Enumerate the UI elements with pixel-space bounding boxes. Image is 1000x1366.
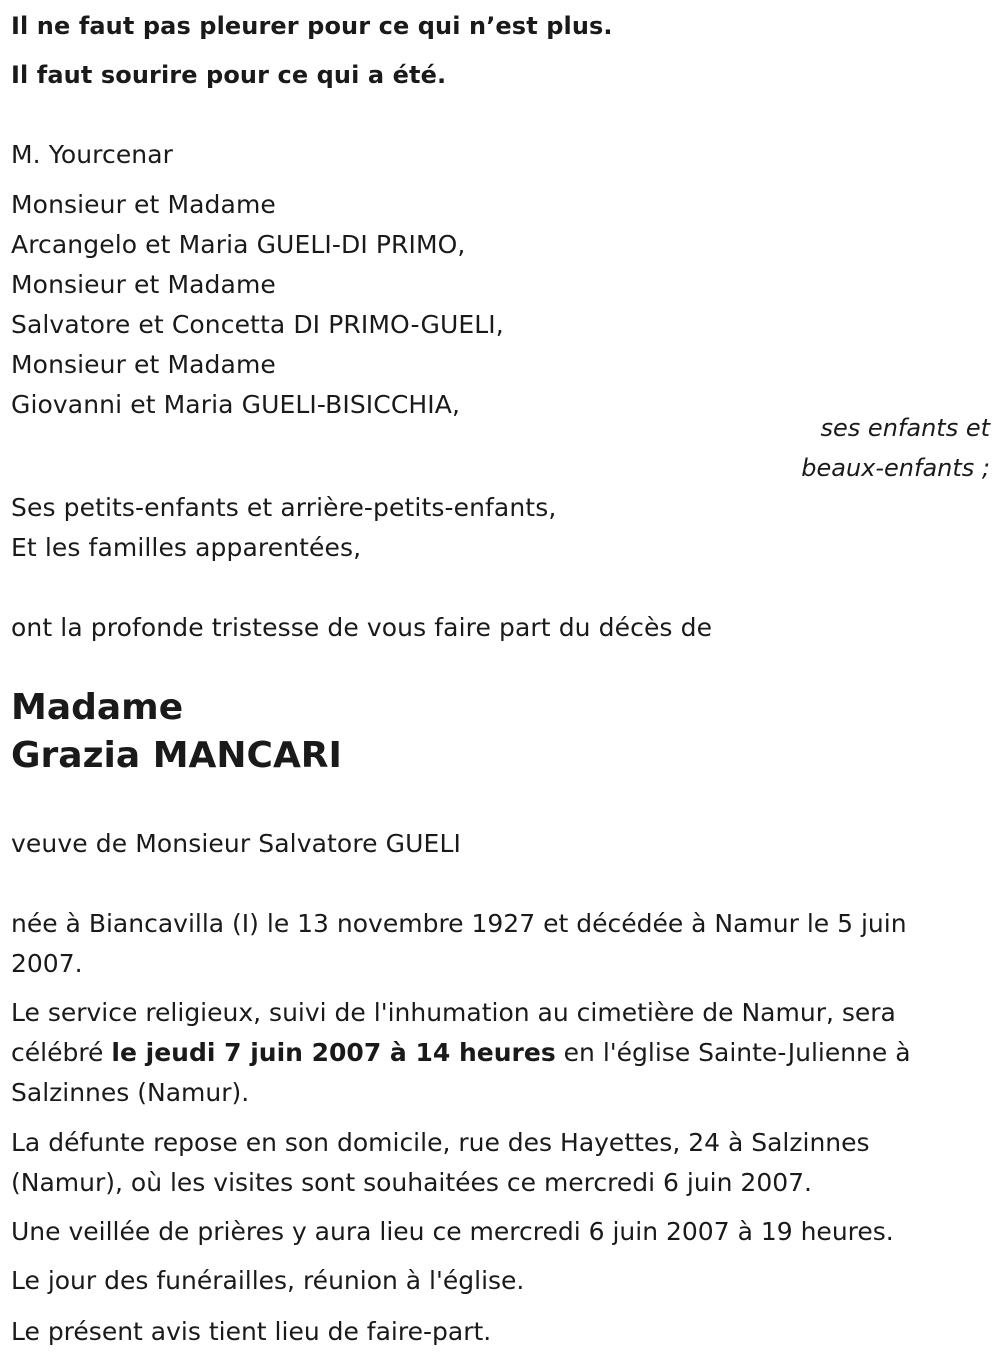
vigil-paragraph: Une veillée de prières y aura lieu ce mercredi 6 juin 2007 à 19 heures.	[11, 1217, 894, 1246]
service-text-2: en l'église Sainte-Julienne à Salzinnes (Namur).	[11, 1038, 911, 1107]
relatives-line: Et les familles apparentées,	[11, 533, 362, 562]
service-paragraph	[11, 993, 971, 1113]
birth-death-paragraph: née à Biancavilla (I) le 13 novembre 1927 et décédée à Namur le 5 juin 2007.	[11, 909, 907, 978]
announcement-line: ont la profonde tristesse de vous faire part du décès de	[11, 613, 713, 642]
relation-line-1: ses enfants et	[820, 414, 990, 442]
quote-line-2: Il faut sourire pour ce qui a été.	[11, 61, 447, 89]
quote-line-1: Il ne faut pas pleurer pour ce qui n’est plus.	[11, 12, 613, 40]
family-line-5: Monsieur et Madame	[11, 350, 276, 379]
meeting-paragraph: Le jour des funérailles, réunion à l'église.	[11, 1266, 525, 1295]
deceased-name: Grazia MANCARI	[11, 735, 342, 776]
grandchildren-line: Ses petits-enfants et arrière-petits-enfants,	[11, 493, 557, 522]
family-line-1: Monsieur et Madame	[11, 190, 276, 219]
family-line-3: Monsieur et Madame	[11, 270, 276, 299]
service-date-time: le jeudi 7 juin 2007 à 14 heures	[111, 1038, 556, 1067]
family-line-4: Salvatore et Concetta DI PRIMO-GUELI,	[11, 310, 504, 339]
service-text-1: Le service religieux, suivi de l'inhumation au cimetière de Namur, sera célébré	[11, 998, 896, 1067]
repose-paragraph: La défunte repose en son domicile, rue des Hayettes, 24 à Salzinnes (Namur), où les visites sont souhaitées ce mercredi 6 juin 2007.	[11, 1128, 870, 1197]
deceased-title: Madame	[11, 687, 184, 728]
notice-paragraph: Le présent avis tient lieu de faire-part.	[11, 1317, 492, 1346]
quote-author: M. Yourcenar	[11, 140, 174, 169]
relation-line-2: beaux-enfants ;	[801, 454, 990, 482]
family-line-2: Arcangelo et Maria GUELI-DI PRIMO,	[11, 230, 466, 259]
family-line-6: Giovanni et Maria GUELI-BISICCHIA,	[11, 390, 461, 419]
widow-of-line: veuve de Monsieur Salvatore GUELI	[11, 829, 461, 858]
